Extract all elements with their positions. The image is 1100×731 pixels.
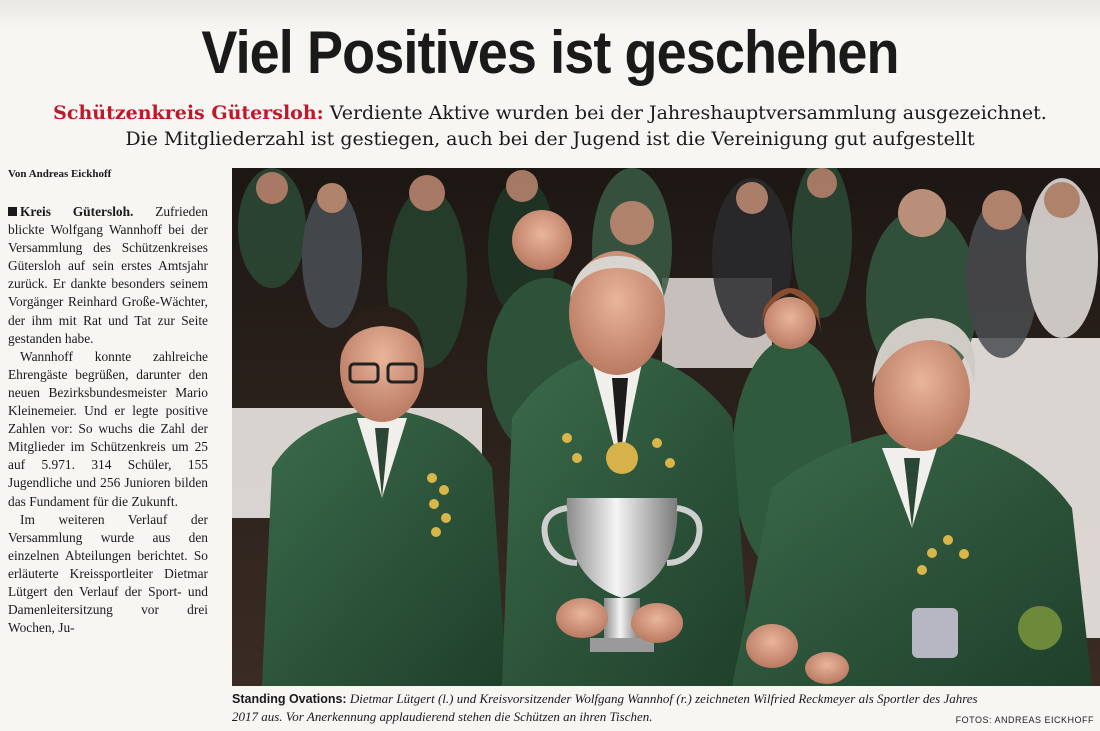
paragraph-1-text: Zufrieden blickte Wolfgang Wannhoff bei der Versammlung des Schützenkreises Gütersloh auf sein erstes Amtsjahr zurück. Er dankte besonders seinem Vorgänger Reinhard Große-Wächter, der ihm mit Rat und Tat zur Seite gestanden habe.	[8, 204, 208, 346]
square-bullet-icon	[8, 207, 17, 216]
byline: Von Andreas Eickhoff	[8, 168, 112, 180]
dateline: Kreis Gütersloh.	[20, 204, 134, 219]
paragraph-3: Im weiteren Verlauf der Versammlung wurde aus den einzelnen Abteilungen berichtet. So erläuterte Kreissportleiter Dietmar Lütgert den Verlauf der Sport- und Damenleitersitzung vor drei Wochen, Ju-	[8, 511, 208, 636]
kicker: Schützenkreis Gütersloh:	[53, 102, 324, 124]
article-photo	[232, 168, 1100, 686]
subheadline-line-2: Die Mitgliederzahl ist gestiegen, auch bei der Jugend ist die Vereinigung gut aufgestellt	[125, 128, 975, 150]
subheadline-text-1: Verdiente Aktive wurden bei der Jahreshauptversammlung ausgezeichnet.	[329, 102, 1047, 124]
photo-illustration	[232, 168, 1100, 686]
article-body	[8, 203, 208, 637]
subheadline-line-1	[0, 100, 1100, 126]
caption-title: Standing Ovations:	[232, 692, 347, 706]
caption-text-2: 2017 aus. Vor Anerkennung applaudierend stehen die Schützen an ihren Tischen.	[232, 709, 653, 724]
photo-credit: FOTOS: ANDREAS EICKHOFF	[955, 715, 1094, 725]
paragraph-1	[8, 203, 208, 348]
caption-text-1: Dietmar Lütgert (l.) und Kreisvorsitzender Wolfgang Wannhof (r.) zeichneten Wilfried Reckmeyer als Sportler des Jahres	[349, 691, 978, 706]
headline: Viel Positives ist geschehen	[201, 19, 899, 86]
paragraph-2: Wannhoff konnte zahlreiche Ehrengäste begrüßen, darunter den neuen Bezirksbundesmeister Mario Kleinemeier. Und er legte positive Zahlen vor: So wuchs die Zahl der Mitglieder im Schützenkreis um 25 auf 5.971. 314 Schüler, 155 Jugendliche und 256 Junioren bilden das Fundament für die Zukunft.	[8, 348, 208, 509]
